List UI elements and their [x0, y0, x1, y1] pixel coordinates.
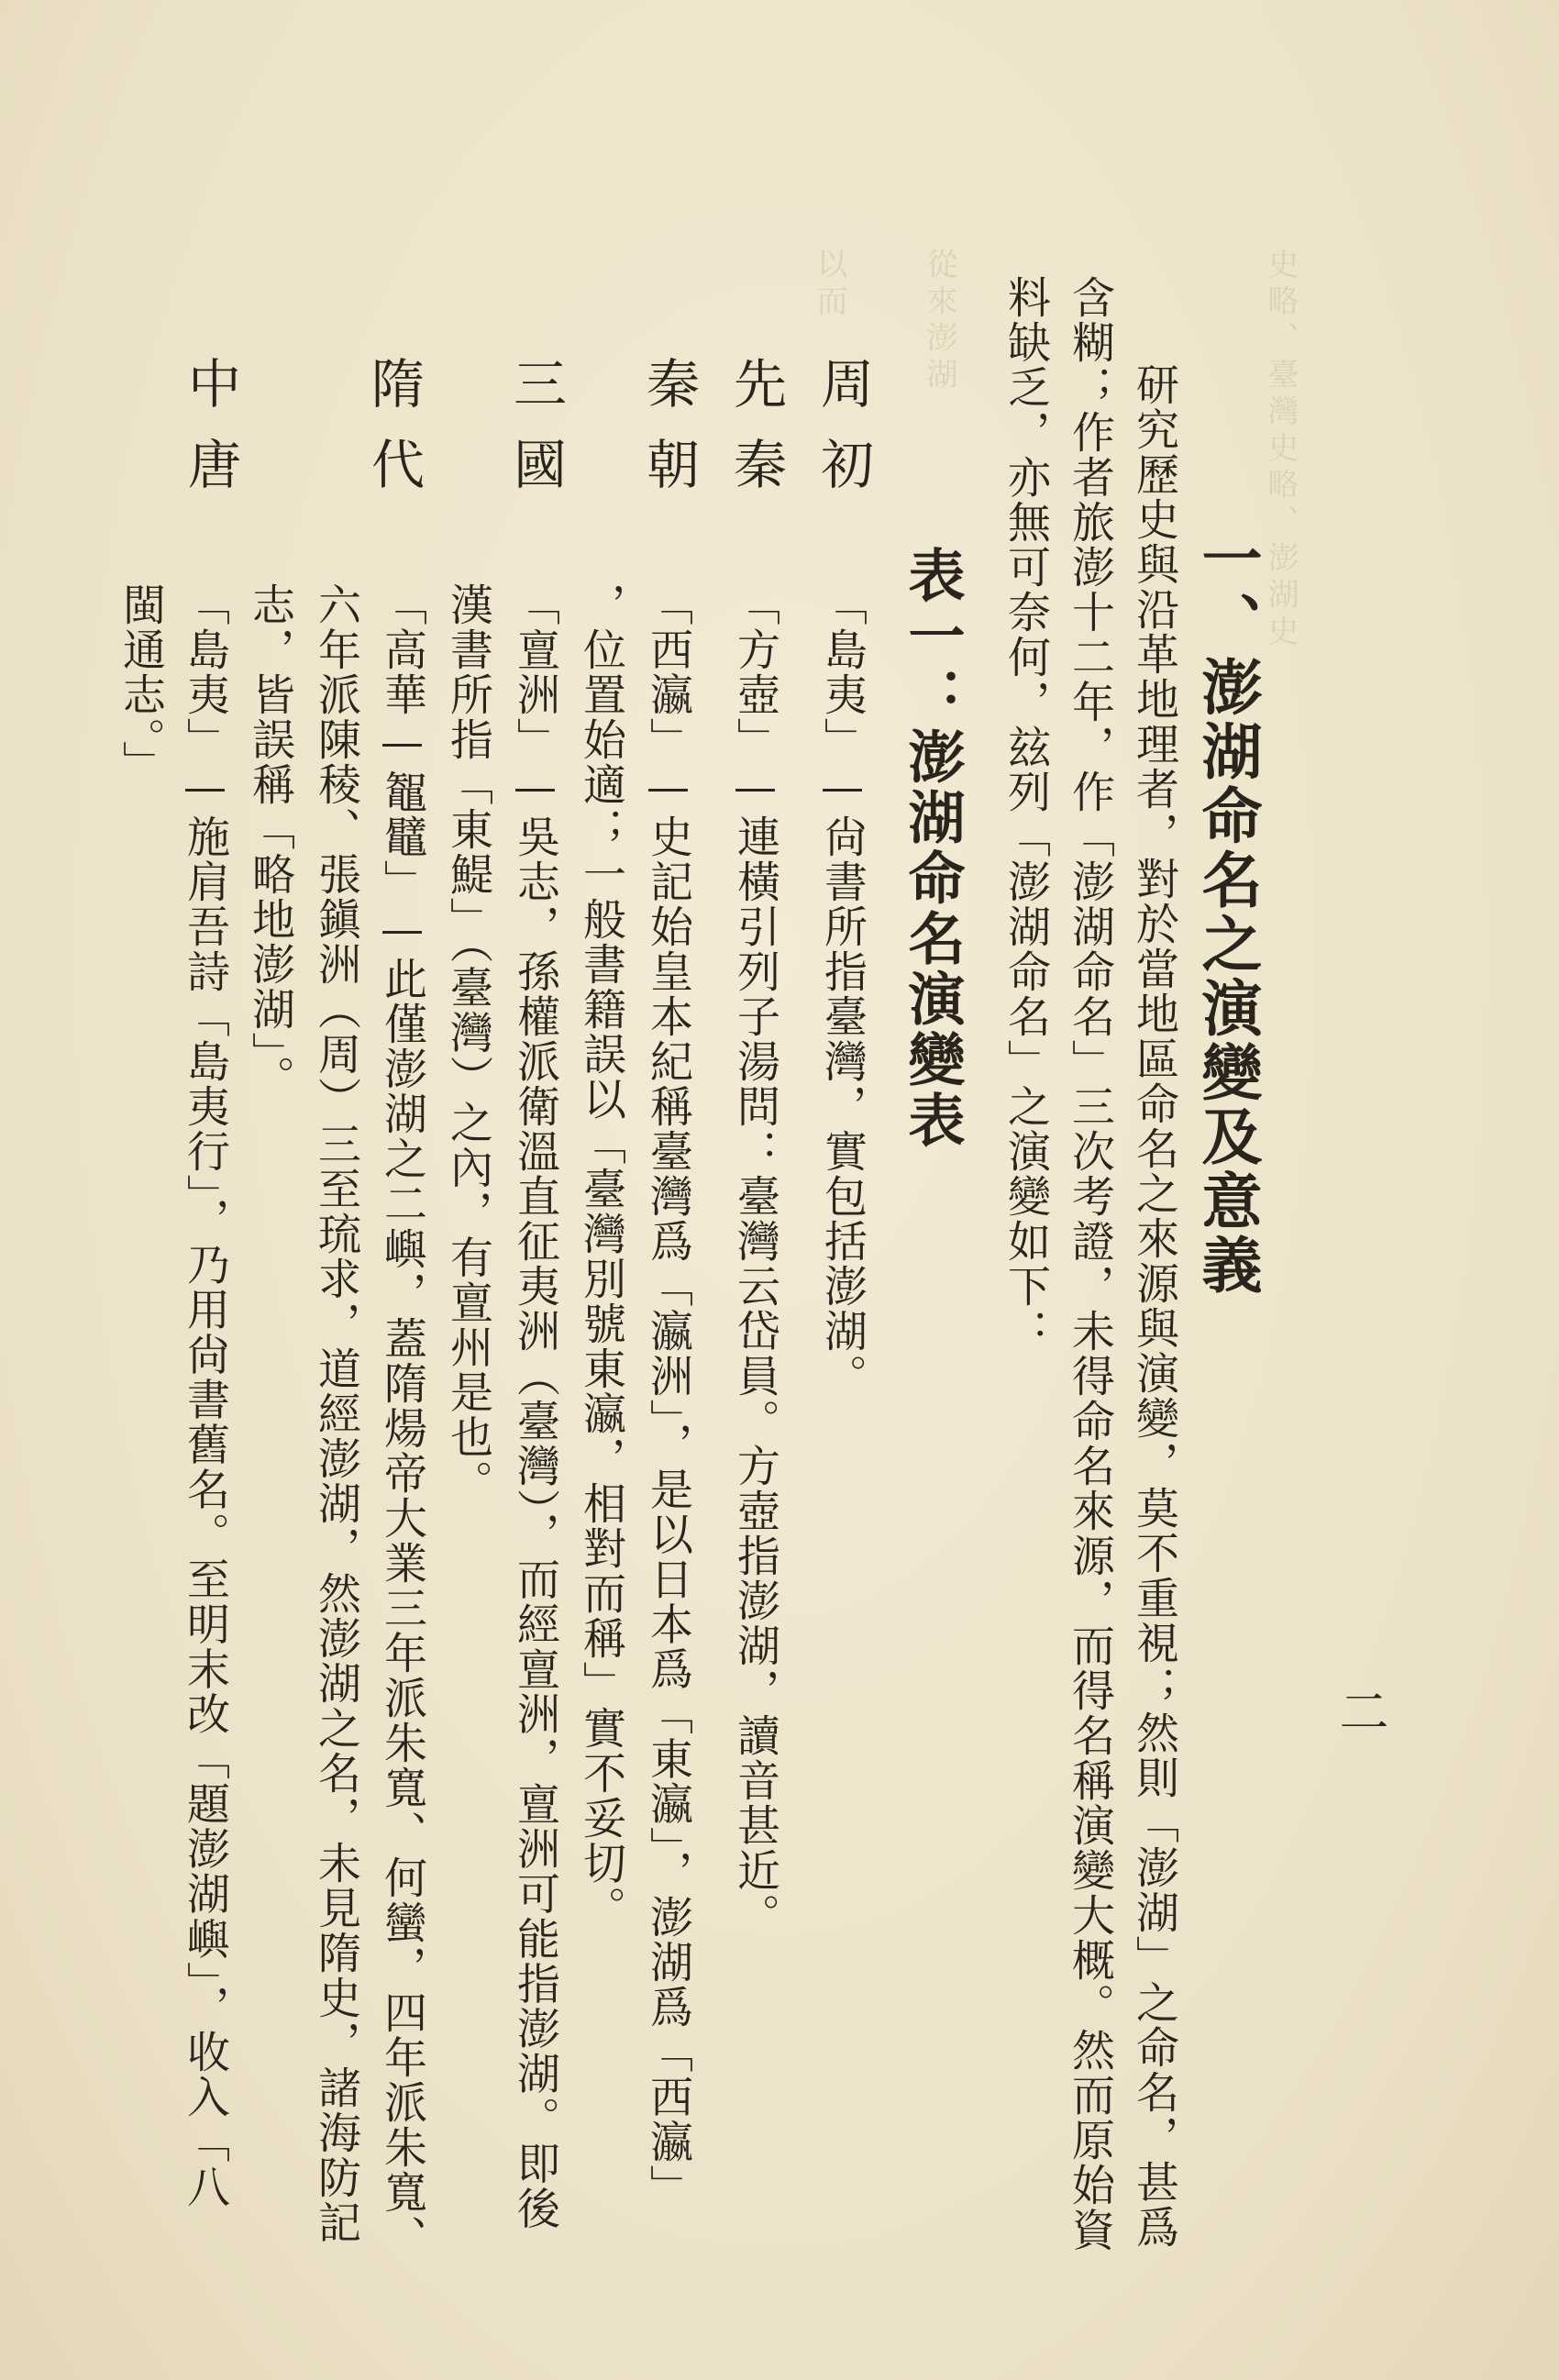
intro-line: 料缺乏，亦無可奈何，玆列「澎湖命名」之演變如下： — [1001, 275, 1051, 1354]
entry-line: 志，皆誤稱「略地澎湖」。 — [245, 582, 295, 1101]
bleed-through-text: 以而 — [811, 248, 847, 321]
entry-line: 「島夷」—施肩吾詩「島夷行」，乃用尙書舊名。至明末改「題澎湖嶼」，收入「八 — [180, 582, 230, 2209]
entry-line: 閩通志。」 — [116, 582, 166, 786]
table-title: 表一：澎湖命名演變表 — [899, 546, 966, 1151]
entry-line: 「島夷」—尙書所指臺灣，實包括澎湖。 — [817, 582, 868, 1399]
bleed-through-text: 史略、臺灣史略、澎湖史 — [1262, 248, 1299, 651]
era-label: 周初 — [812, 356, 874, 517]
bleed-through-text: 從來澎湖 — [921, 248, 957, 394]
entry-line: 「西瀛」—史記始皇本紀稱臺灣爲「瀛洲」，是以日本爲「東瀛」，澎湖爲「西瀛」 — [643, 582, 693, 2209]
era-label: 隋代 — [362, 356, 425, 517]
entry-line: 漢書所指「東鯷」（臺灣）之內，有亶州是也。 — [443, 582, 493, 1505]
intro-line: 研究歷史與沿革地理者，對於當地區命名之來源與演變，莫不重視；然則「澎湖」之命名，甚爲 — [1129, 362, 1179, 2250]
entry-line: ，位置始適；一般書籍誤以「臺灣別號東瀛，相對而稱」實不妥切。 — [576, 582, 626, 1931]
era-label: 先秦 — [724, 356, 787, 517]
era-label: 三國 — [504, 356, 567, 517]
entry-line: 六年派陳稜、張鎭洲（周）三至琉求，道經澎湖，然澎湖之名，未見隋史，諸海防記 — [311, 582, 361, 2245]
era-label: 秦朝 — [637, 356, 700, 517]
entry-line: 「方壺」—連橫引列子湯問：臺灣云岱員。方壺指澎湖，讀音甚近。 — [730, 582, 780, 1938]
intro-line: 含糊；作者旅澎十二年，作「澎湖命名」三次考證，未得命名來源，而得名稱演變大概。然而原始資 — [1065, 275, 1115, 2253]
page-number: 二 — [1332, 1686, 1389, 1735]
section-title: 一、澎湖命名之演變及意義 — [1191, 527, 1263, 1298]
entry-line: 「亶洲」—吳志，孫權派衛溫直征夷洲（臺灣），而經亶洲，亶洲可能指澎湖。即後 — [510, 582, 560, 2231]
entry-line: 「高華—鼅鼊」—此僅澎湖之二嶼，蓋隋煬帝大業三年派朱寬、何蠻，四年派朱寬、 — [377, 582, 427, 2260]
era-label: 中唐 — [179, 356, 241, 517]
